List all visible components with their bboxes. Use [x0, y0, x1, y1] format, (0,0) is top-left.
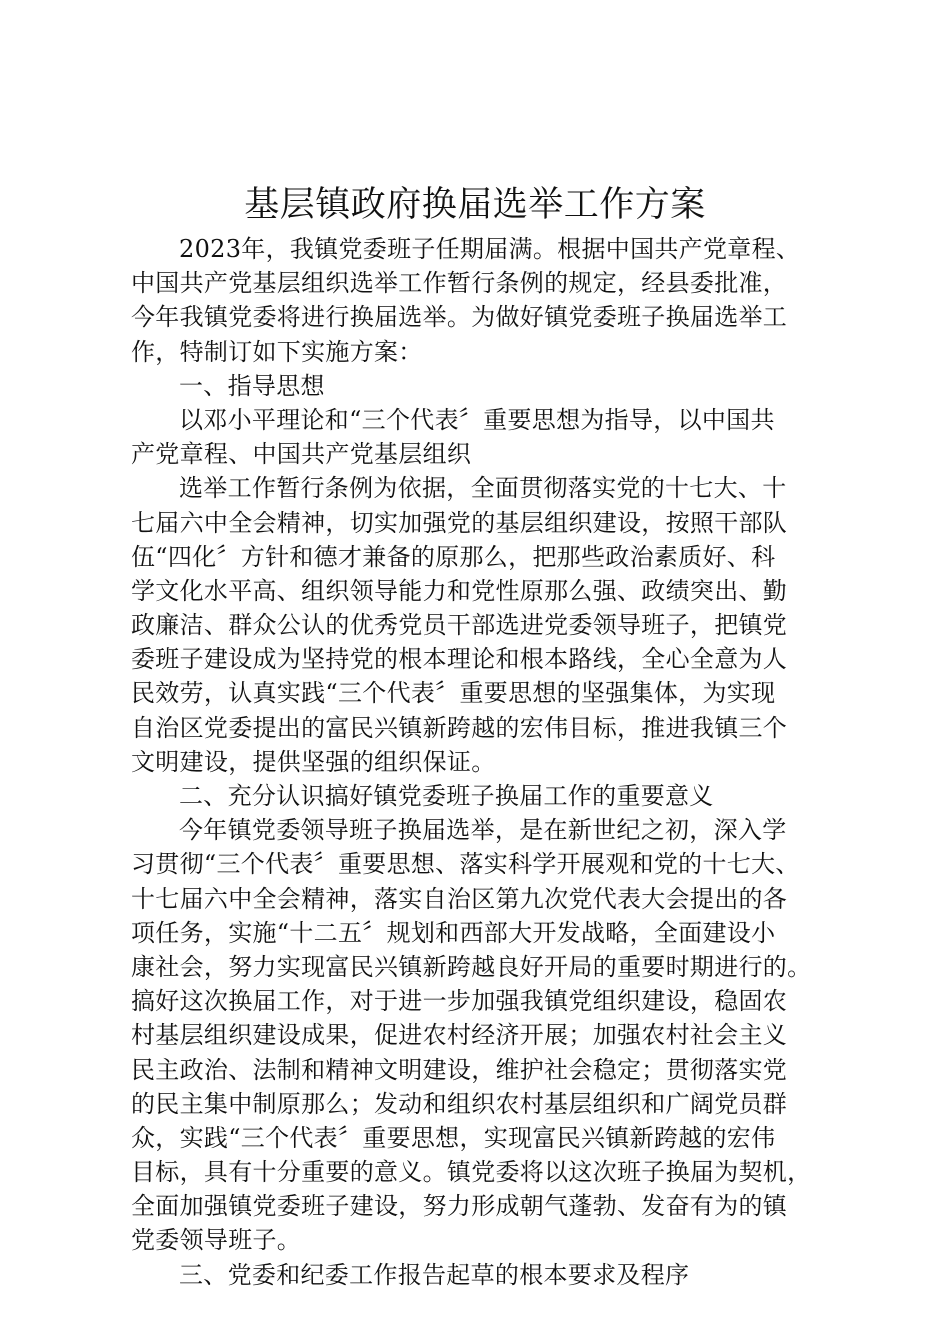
text-line: 三、党委和纪委工作报告起草的根本要求及程序 [179, 1260, 690, 1289]
text-line: 全面加强镇党委班子建设，努力形成朝气蓬勃、发奋有为的镇 [131, 1192, 788, 1221]
text-line: 十七届六中全会精神，落实自治区第九次党代表大会提出的各 [131, 884, 788, 913]
text-line: 七届六中全会精神，切实加强党的基层组织建设，按照干部队 [131, 508, 788, 537]
text-line: 民主政治、法制和精神文明建设，维护社会稳定；贯彻落实党 [131, 1055, 788, 1084]
text-line: 政廉洁、群众公认的优秀党员干部选进党委领导班子，把镇党 [131, 611, 788, 640]
text-line: 村基层组织建设成果，促进农村经济开展；加强农村社会主义 [131, 1021, 788, 1050]
text-line: 文明建设，提供坚强的组织保证。 [131, 747, 496, 776]
text-line: 搞好这次换届工作，对于进一步加强我镇党组织建设，稳固农 [131, 987, 788, 1016]
text-line: 今年镇党委领导班子换届选举，是在新世纪之初，深入学 [179, 816, 787, 845]
text-line: 今年我镇党委将进行换届选举。为做好镇党委班子换届选举工 [131, 303, 788, 332]
text-line: 一、指导思想 [179, 371, 325, 400]
text-line: 委班子建设成为坚持党的根本理论和根本路线，全心全意为人 [131, 645, 788, 674]
text-line: 众，实践“三个代表〞重要思想，实现富民兴镇新跨越的宏伟 [131, 1123, 776, 1152]
text-line: 以邓小平理论和“三个代表〞重要思想为指导，以中国共 [179, 405, 775, 434]
text-line: 自治区党委提出的富民兴镇新跨越的宏伟目标，推进我镇三个 [131, 713, 788, 742]
text-line: 项任务，实施“十二五〞规划和西部大开发战略，全面建设小 [131, 918, 776, 947]
text-line: 2023年，我镇党委班子任期届满。根据中国共产党章程、 [179, 235, 801, 263]
text-line: 产党章程、中国共产党基层组织 [131, 440, 472, 469]
document-body [131, 232, 821, 1292]
text-line: 民效劳，认真实践“三个代表〞重要思想的坚强集体，为实现 [131, 679, 776, 708]
text-line: 选举工作暂行条例为依据，全面贯彻落实党的十七大、十 [179, 474, 787, 503]
text-line: 伍“四化〞方针和德才兼备的原那么，把那些政治素质好、科 [131, 542, 776, 571]
text-line: 二、充分认识搞好镇党委班子换届工作的重要意义 [179, 782, 714, 810]
text-line: 的民主集中制原那么；发动和组织农村基层组织和广阔党员群 [131, 1089, 788, 1118]
text-line: 中国共产党基层组织选举工作暂行条例的规定，经县委批准， [131, 269, 788, 298]
text-line: 作，特制订如下实施方案： [131, 337, 423, 366]
text-line: 习贯彻“三个代表〞重要思想、落实科学开展观和党的十七大、 [131, 850, 800, 879]
text-line: 党委领导班子。 [131, 1226, 302, 1255]
text-line: 康社会，努力实现富民兴镇新跨越良好开局的重要时期进行的。 [131, 952, 812, 981]
text-line: 学文化水平高、组织领导能力和党性原那么强、政绩突出、勤 [131, 576, 788, 605]
text-line: 目标，具有十分重要的意义。镇党委将以这次班子换届为契机， [131, 1158, 812, 1187]
document-title: 基层镇政府换届选举工作方案 [244, 185, 706, 225]
